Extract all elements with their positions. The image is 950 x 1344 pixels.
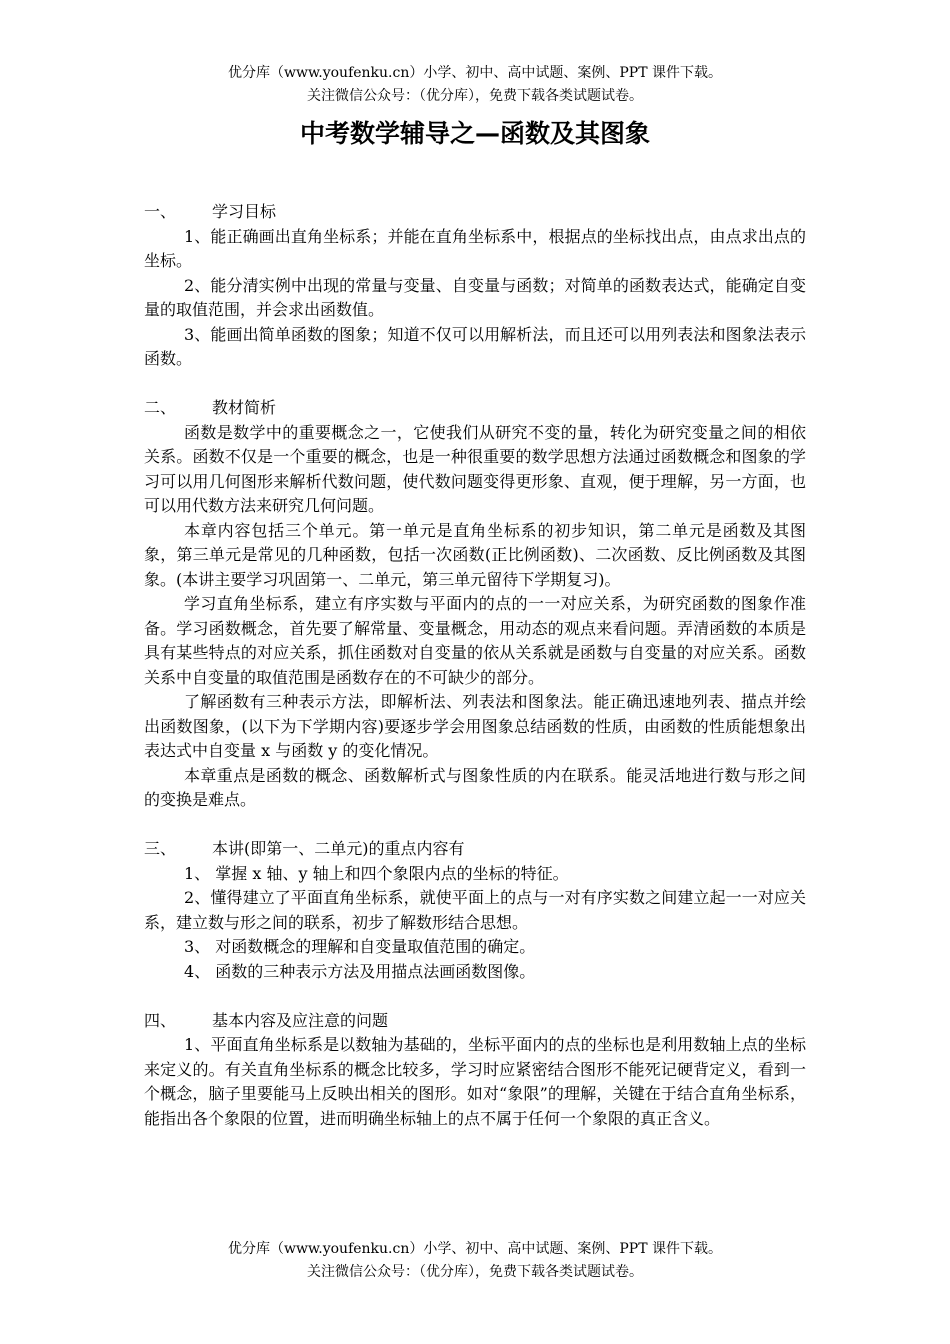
- paragraph: 3、能画出简单函数的图象；知道不仅可以用解析法，而且还可以用列表法和图象法表示函数。: [144, 324, 806, 368]
- section-basic-content: [144, 1009, 806, 1132]
- paragraph: 2、懂得建立了平面直角坐标系，就使平面上的点与一对有序实数之间建立起一一对应关系，建立数与形之间的联系，初步了解数形结合思想。: [144, 888, 806, 932]
- section-title: 本讲(即第一、二单元)的重点内容有: [212, 839, 465, 858]
- header-line-2: 关注微信公众号：（优分库），免费下载各类试题试卷。: [307, 88, 643, 104]
- paragraph: 学习直角坐标系，建立有序实数与平面内的点的一一对应关系，为研究函数的图象作准备。学习函数概念，首先要了解常量、变量概念，用动态的观点来看问题。弄清函数的本质是具有某些特点的对应关系，抓住函数对自变量的依从关系就是函数与自变量的对应关系。函数关系中自变量的取值范围是函数存在的不可缺少的部分。: [144, 594, 806, 687]
- footer-line-2: 关注微信公众号：（优分库），免费下载各类试题试卷。: [307, 1264, 643, 1280]
- section-learning-goals: [144, 200, 806, 372]
- paragraph: 1、平面直角坐标系是以数轴为基础的，坐标平面内的点的坐标也是利用数轴上点的坐标来定义的。有关直角坐标系的概念比较多，学习时应紧密结合图形不能死记硬背定义，看到一个概念，脑子里要能马上反映出相关的图形。如对“象限”的理解，关键在于结合直角坐标系，能指出各个象限的位置，进而明确坐标轴上的点不属于任何一个象限的真正含义。: [144, 1035, 806, 1128]
- section-number: 四、: [144, 1010, 177, 1030]
- section-title: 基本内容及应注意的问题: [212, 1010, 389, 1030]
- page-footer: [0, 1238, 950, 1284]
- paragraph: 函数是数学中的重要概念之一，它使我们从研究不变的量，转化为研究变量之间的相依关系。函数不仅是一个重要的概念，也是一种很重要的数学思想方法通过函数概念和图象的学习可以用几何图形来解析代数问题，使代数问题变得更形象、直观，便于理解，另一方面，也可以用代数方法来研究几何问题。: [144, 422, 806, 515]
- page-header: [0, 62, 950, 108]
- section-heading: [144, 200, 806, 225]
- section-heading: [144, 396, 806, 421]
- paragraph: 3、 对函数概念的理解和自变量取值范围的确定。: [184, 937, 536, 956]
- document-body: [144, 200, 806, 1156]
- section-number: 二、: [144, 398, 177, 417]
- paragraph: 本章内容包括三个单元。第一单元是直角坐标系的初步知识，第二单元是函数及其图象，第三单元是常见的几种函数，包括一次函数(正比例函数)、二次函数、反比例函数及其图象。(本讲主要学习巩固第一、二单元，第三单元留待下学期复习)。: [144, 520, 806, 589]
- section-material-analysis: [144, 396, 806, 813]
- section-key-points: [144, 837, 806, 984]
- paragraph: 4、 函数的三种表示方法及用描点法画函数图像。: [184, 961, 536, 981]
- header-line-1: 优分库（www.youfenku.cn）小学、初中、高中试题、案例、PPT 课件下载。: [227, 65, 722, 81]
- paragraph: 本章重点是函数的概念、函数解析式与图象性质的内在联系。能灵活地进行数与形之间的变换是难点。: [144, 765, 806, 809]
- section-heading: [144, 837, 806, 862]
- paragraph: 2、能分清实例中出现的常量与变量、自变量与函数；对简单的函数表达式，能确定自变量的取值范围，并会求出函数值。: [144, 275, 806, 319]
- section-heading: [144, 1009, 806, 1034]
- section-title: 教材简析: [212, 398, 277, 417]
- section-number: 三、: [144, 839, 177, 858]
- section-number: 一、: [144, 202, 177, 221]
- section-title: 学习目标: [212, 202, 277, 221]
- paragraph: 1、能正确画出直角坐标系；并能在直角坐标系中，根据点的坐标找出点，由点求出点的坐标。: [144, 226, 806, 270]
- footer-line-1: 优分库（www.youfenku.cn）小学、初中、高中试题、案例、PPT 课件下载。: [227, 1241, 722, 1257]
- paragraph: 了解函数有三种表示方法，即解析法、列表法和图象法。能正确迅速地列表、描点并绘出函数图象，(以下为下学期内容)要逐步学会用图象总结函数的性质，由函数的性质能想象出表达式中自变量 x 与函数 y 的变化情况。: [144, 692, 806, 760]
- document-title: 中考数学辅导之—函数及其图象: [299, 119, 650, 148]
- paragraph: 1、 掌握 x 轴、y 轴上和四个象限内点的坐标的特征。: [184, 863, 569, 883]
